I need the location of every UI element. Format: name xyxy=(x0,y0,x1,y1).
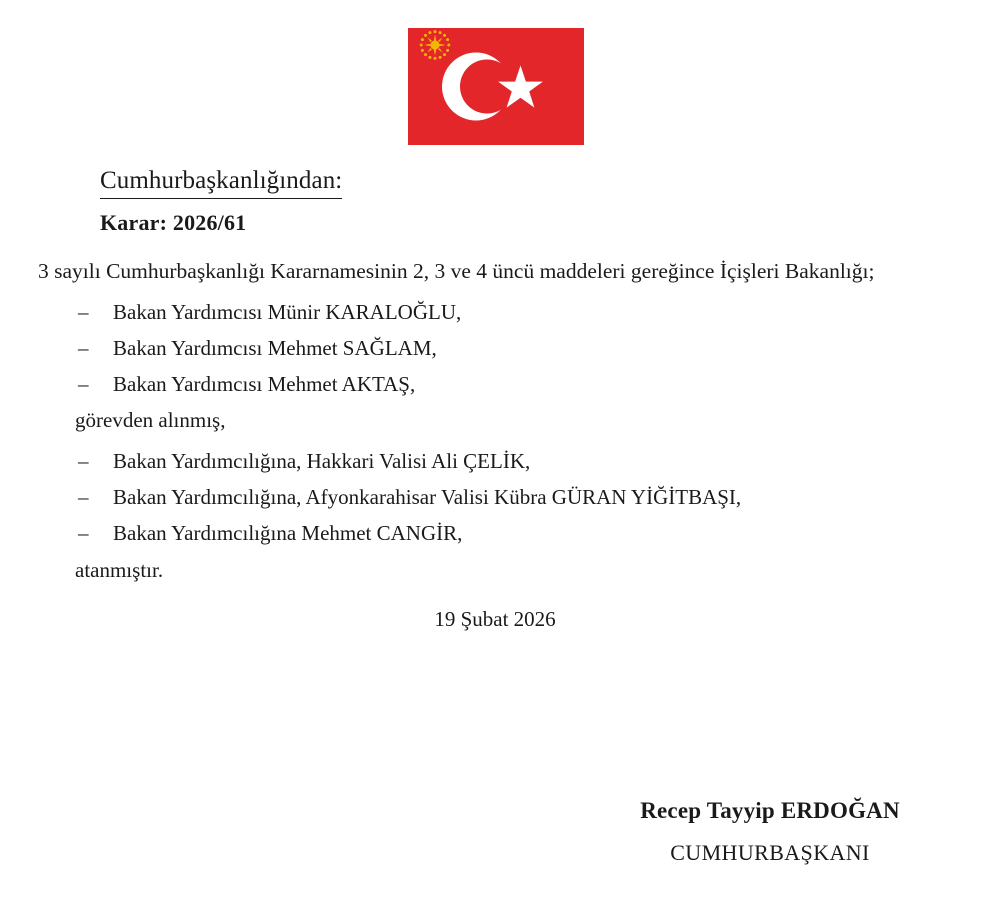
appointed-list xyxy=(38,443,952,551)
list-item-label: Bakan Yardımcısı Mehmet SAĞLAM, xyxy=(113,335,437,360)
list-item xyxy=(38,366,952,402)
document-body xyxy=(38,254,952,588)
list-item xyxy=(38,479,952,515)
list-item xyxy=(38,443,952,479)
dash-bullet-icon: – xyxy=(78,372,89,397)
list-item-label: Bakan Yardımcısı Münir KARALOĞLU, xyxy=(113,299,462,324)
dash-bullet-icon: – xyxy=(78,335,89,360)
list-item xyxy=(38,294,952,330)
dash-bullet-icon: – xyxy=(78,299,89,324)
list-item-label: Bakan Yardımcısı Mehmet AKTAŞ, xyxy=(113,372,416,397)
dash-bullet-icon: – xyxy=(78,449,89,474)
list-item xyxy=(38,515,952,551)
document-date: 19 Şubat 2026 xyxy=(434,607,556,631)
list-item-label: Bakan Yardımcılığına, Hakkari Valisi Ali ÇELİK, xyxy=(113,449,531,474)
signatory-name: Recep Tayyip ERDOĞAN xyxy=(640,798,900,823)
list-item-label: Bakan Yardımcılığına Mehmet CANGİR, xyxy=(113,521,463,546)
appointed-closing-line: atanmıştır. xyxy=(75,557,164,582)
turkish-flag-emblem xyxy=(408,28,584,145)
dismissed-closing-line: görevden alınmış, xyxy=(75,408,226,433)
list-item xyxy=(38,330,952,366)
turkish-flag-icon xyxy=(408,28,584,145)
list-item-label: Bakan Yardımcılığına, Afyonkarahisar Valisi Kübra GÜRAN YİĞİTBAŞI, xyxy=(113,485,742,510)
dash-bullet-icon: – xyxy=(78,521,89,546)
intro-paragraph: 3 sayılı Cumhurbaşkanlığı Kararnamesinin 2, 3 ve 4 üncü maddeleri gereğince İçişleri Bakanlığı; xyxy=(38,259,875,283)
decision-number: Karar: 2026/61 xyxy=(100,210,247,235)
dismissed-list xyxy=(38,294,952,402)
issuing-authority-label: Cumhurbaşkanlığından: xyxy=(100,166,342,199)
dash-bullet-icon: – xyxy=(78,485,89,510)
signatory-title: CUMHURBAŞKANI xyxy=(670,840,870,865)
document-header xyxy=(100,166,800,236)
signature-block xyxy=(560,798,980,866)
